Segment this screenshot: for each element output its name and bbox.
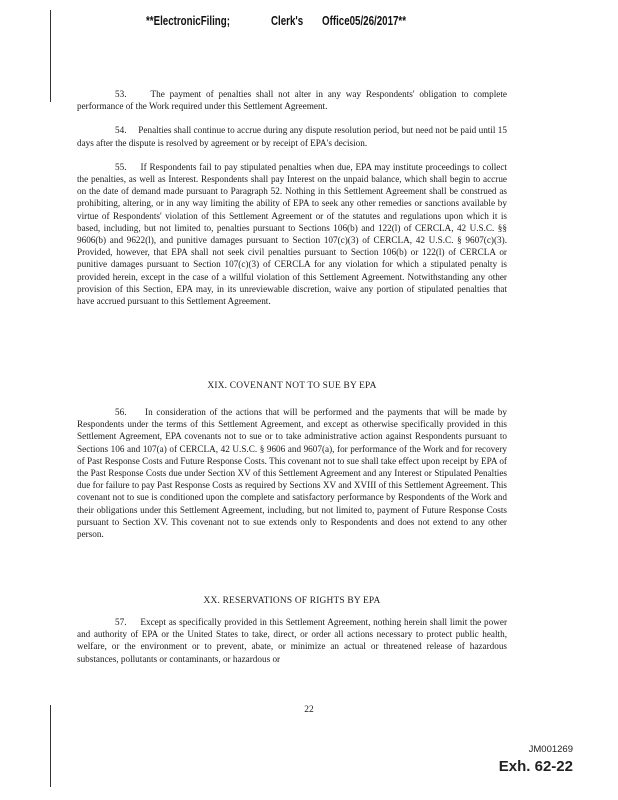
paragraph-53: 53. The payment of penalties shall not alter in any way Respondents' obligation to complete performance of the Work required under this Settlement Agreement. [77,89,507,112]
section-xix-body [77,406,507,552]
stamp-office-date: Office05/26/2017** [322,14,407,28]
margin-rule-bottom [50,705,51,787]
margin-rule-top [50,10,51,102]
paragraph-54: 54. Penalties shall continue to accrue during any dispute resolution period, but need not be paid until 15 days after the dispute is resolved by agreement or by receipt of EPA's decision. [77,125,507,148]
paragraph-57: 57. Except as specifically provided in this Settlement Agreement, nothing herein shall limit the power and authority of EPA or the United States to take, direct, or order all actions necessary to protect public health, welfare, or the environment or to prevent, abate, or minimize an actual or threatened release of hazardous substances, pollutants or contaminants, or hazardous or [77,617,507,664]
section-xx-body [77,616,507,677]
section-heading-xix: XIX. COVENANT NOT TO SUE BY EPA [207,381,377,391]
stamp-clerks: Clerk's [271,14,304,28]
exhibit-label: Exh. 62-22 [498,758,573,775]
paragraph-56: 56. In consideration of the actions that will be performed and the payments that will be made by Respondents under the terms of this Settlement Agreement, and except as otherwise specifically provided in this Settlement Agreement, EPA covenants not to sue or to take administrative action against Respondents pursuant to Sections 106 and 107(a) of CERCLA, 42 U.S.C. § 9606 and 9607(a), for performance of the Work and for recovery of Past Response Costs and Future Response Costs. This covenant not to sue shall take effect upon receipt by EPA of the Past Response Costs due under Section XV of this Settlement Agreement and any Interest or Stipulated Penalties due for failure to pay Past Response Costs as required by Sections XV and XVIII of this Settlement Agreement. This covenant not to sue is conditioned upon the complete and satisfactory performance by Respondents of the Work and their obligations under this Settlement Agreement, including, but not limited to, payment of Future Response Costs pursuant to Section XV. This covenant not to sue extends only to Respondents and does not extend to any other person. [77,407,507,540]
stamp-filing: **ElectronicFiling; [146,14,230,28]
paragraph-55: 55. If Respondents fail to pay stipulated penalties when due, EPA may institute proceedings to collect the penalties, as well as Interest. Respondents shall pay Interest on the unpaid balance, which shall begin to accrue on the date of demand made pursuant to Paragraph 52. Nothing in this Settlement Agreement shall be construed as prohibiting, altering, or in any way limiting the ability of EPA to seek any other remedies or sanctions available by virtue of Respondents' violation of this Settlement Agreement or of the statutes and regulations upon which it is based, including, but not limited to, penalties pursuant to Sections 106(b) and 122(l) of CERCLA, 42 U.S.C. §§ 9606(b) and 9622(l), and punitive damages pursuant to Section 107(c)(3) of CERCLA, 42 U.S.C. § 9607(c)(3). Provided, however, that EPA shall not seek civil penalties pursuant to Section 106(b) or 122(l) of CERCLA or punitive damages pursuant to Section 107(c)(3) of CERCLA for any violation for which a stipulated penalty is provided herein, except in the case of a willful violation of this Settlement Agreement. Notwithstanding any other provision of this Section, EPA may, in its unreviewable discretion, waive any portion of stipulated penalties that have accrued pursuant to this Settlement Agreement. [77,161,507,307]
document-body [77,88,507,319]
page-number: 22 [304,705,314,715]
section-heading-xx: XX. RESERVATIONS OF RIGHTS BY EPA [203,596,381,606]
bates-number: JM001269 [528,744,573,755]
